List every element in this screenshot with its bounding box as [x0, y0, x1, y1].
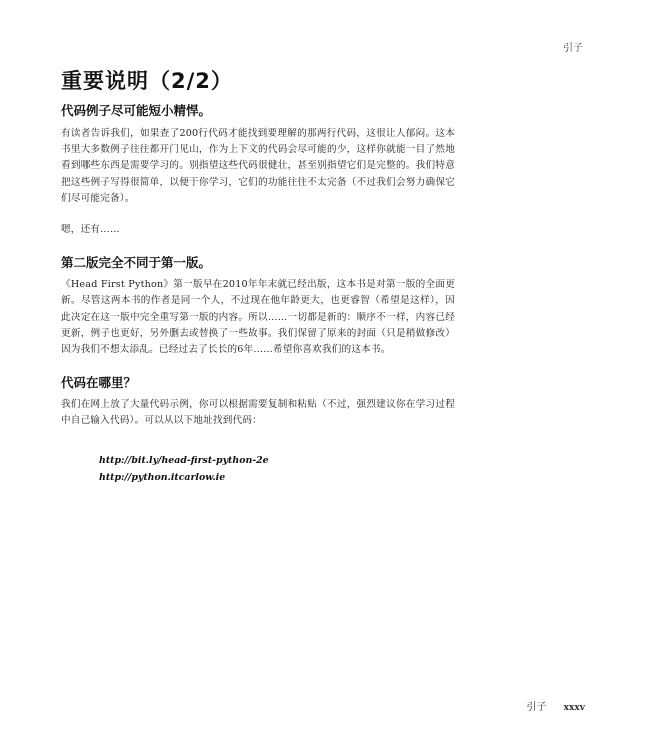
code-url-list	[99, 452, 455, 486]
code-url-itcarlow[interactable]: http://python.itcarlow.ie	[99, 471, 226, 483]
paragraph-short-code: 有读者告诉我们，如果查了200行代码才能找到要理解的那两行代码，这很让人郁闷。这本书里大多数例子往往都开门见山，作为上下文的代码会尽可能的少，这样你就能一目了然地看到哪些东西是需要学习的。别指望这些代码很健壮，甚至别指望它们是完整的。我们特意把这些例子写得很简单，以便于你学习，它们的功能往往不太完备（不过我们会努力确保它们尽可能完备）。	[61, 128, 455, 204]
paragraph-one-more-thing: 嗯，还有……	[61, 224, 120, 236]
page-content	[61, 68, 455, 486]
running-head: 引子	[563, 43, 583, 54]
page-number: xxxv	[563, 703, 585, 713]
section-heading-short-code: 代码例子尽可能短小精悍。	[61, 103, 212, 118]
section-heading-where-is-code: 代码在哪里？	[61, 375, 137, 391]
footer-label: 引子	[526, 702, 547, 713]
page-title: 重要说明（2/2）	[61, 69, 233, 93]
code-url-bitly[interactable]: http://bit.ly/head-first-python-2e	[99, 454, 269, 466]
paragraph-where-is-code: 我们在网上放了大量代码示例，你可以根据需要复制和粘贴（不过，强烈建议你在学习过程中自己输入代码）。可以从以下地址找到代码：	[61, 399, 455, 427]
page-footer	[526, 698, 585, 713]
paragraph-second-edition: 《Head First Python》第一版早在2010年年末就已经出版，这本书是对第一版的全面更新。尽管这两本书的作者是同一个人，不过现在他年龄更大，也更睿智（希望是这样），因此决定在这一版中完全重写第一版的内容。所以……一切都是新的：顺序不一样，内容已经更新，例子也更好，另外删去或替换了一些故事。我们保留了原来的封面（只是稍做修改）因为我们不想太添乱。已经过去了长长的6年……希望你喜欢我们的这本书。	[61, 279, 455, 356]
section-heading-second-edition: 第二版完全不同于第一版。	[61, 255, 212, 271]
